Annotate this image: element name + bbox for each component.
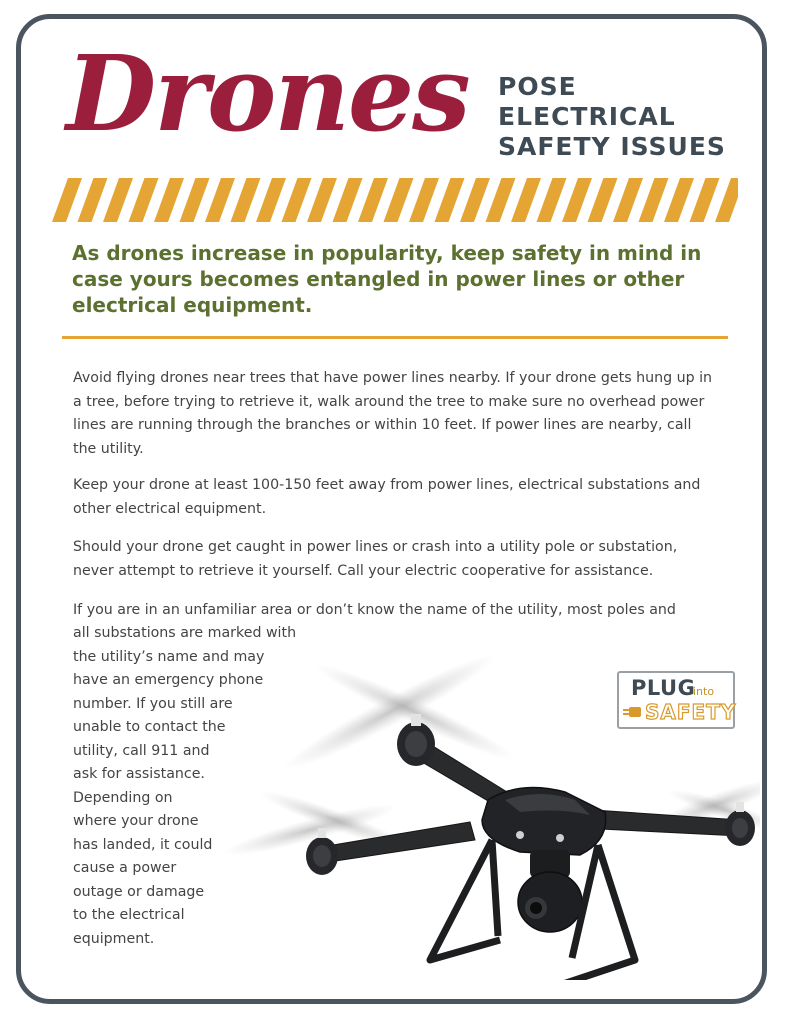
plug-icon [623,703,645,721]
caution-stripe [613,178,643,222]
subtitle-line-1: POSE [498,72,577,101]
paragraph-2: Keep your drone at least 100-150 feet away from power lines, electrical substations and other electrical equipment. [73,477,701,517]
paragraph-1: Avoid flying drones near trees that have power lines nearby. If your drone gets hung up in a tree, before trying to retrieve it, walk around the tree to make sure no overhead power lines are running through the branches or within 10 feet. If power lines are nearby, call the utility. [73,370,713,457]
paragraph-4-line: ask for assistance. [73,766,205,782]
caution-stripe [180,178,210,222]
title-subtitle [498,72,726,162]
caution-stripe [409,178,439,222]
logo-word-into: into [693,685,715,698]
caution-stripe [639,178,669,222]
paragraph-4-line: equipment. [73,930,155,947]
caution-stripe [103,178,133,222]
intro-text: As drones increase in popularity, keep safety in mind in case yours becomes entangled in power lines or other electrical equipment. [72,241,702,317]
paragraph-4-line: Depending on [73,789,173,806]
caution-stripe [307,178,337,222]
caution-stripe [358,178,388,222]
subtitle-line-3: SAFETY ISSUES [498,132,726,161]
caution-stripe [384,178,414,222]
paragraph-4-first-line: If you are in an unfamiliar area or don’t know the name of the utility, most poles and [73,602,676,618]
caution-stripe [537,178,567,222]
paragraph-4-line: the utility’s name and may [73,648,265,665]
caution-stripe [205,178,235,222]
paragraph-4-line: where your drone [73,813,199,829]
caution-stripes [52,178,738,222]
caution-stripe [154,178,184,222]
propeller-blur [277,643,519,780]
caution-stripe [690,178,720,222]
page-title: Drones [66,32,469,155]
paragraph-4-line: cause a power [73,860,177,876]
caution-stripe [282,178,312,222]
caution-stripe [715,178,738,222]
caution-stripe [562,178,592,222]
caution-stripe [78,178,108,222]
paragraph-4-line: number. If you still are [73,695,233,712]
caution-stripe [435,178,465,222]
paragraph-4-line: has landed, it could [73,836,213,853]
drone-body [482,788,606,856]
caution-stripe [511,178,541,222]
paragraph-4-line: unable to contact the [73,719,226,735]
paragraph-4-line: to the electrical [73,907,185,923]
subtitle-line-2: ELECTRICAL [498,102,676,131]
caution-stripe [588,178,618,222]
paragraph-4-line: all substations are marked with [73,625,297,641]
caution-stripe [231,178,261,222]
paragraph-3: Should your drone get caught in power lines or crash into a utility pole or substation, never attempt to retrieve it yourself. Call your electric cooperative for assistance. [73,539,678,579]
plug-into-safety-logo [617,671,735,729]
caution-stripe [664,178,694,222]
caution-stripe [333,178,363,222]
caution-stripe [129,178,159,222]
paragraph-4-line: utility, call 911 and [73,742,210,759]
divider-rule [62,336,728,339]
camera-gimbal [518,850,582,932]
caution-stripe [256,178,286,222]
caution-stripe [486,178,516,222]
paragraph-4-line: have an emergency phone [73,672,264,688]
paragraph-4-line: outage or damage [73,883,205,900]
caution-stripe [460,178,490,222]
logo-word-plug: PLUG [631,676,696,700]
caution-stripe [52,178,82,222]
logo-word-safety: SAFETY [645,700,737,724]
